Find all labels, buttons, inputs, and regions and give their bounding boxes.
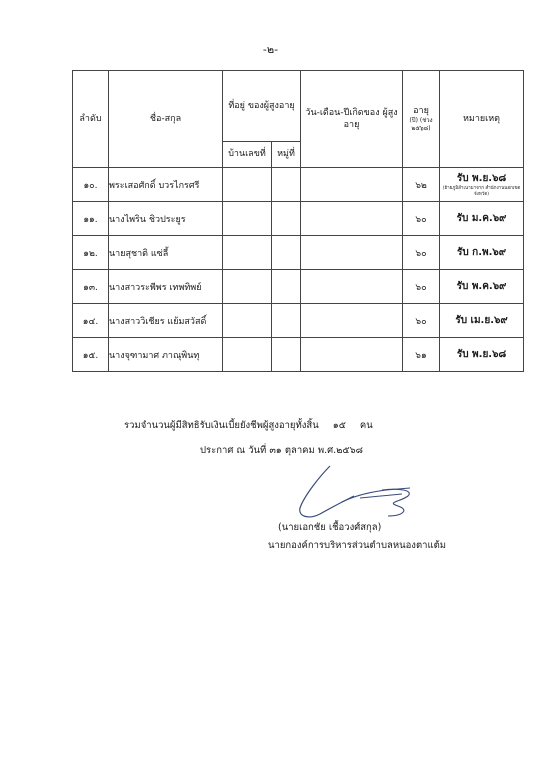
header-birthdate: วัน-เดือน-ปีเกิดของ ผู้สูงอายุ [301, 71, 403, 168]
cell-name: พระเสอศักดิ์ บวรไกรศรี [109, 168, 223, 202]
announcement-date: ประกาศ ณ วันที่ ๓๑ ตุลาคม พ.ศ.๒๕๖๘ [200, 445, 363, 456]
table-row [73, 270, 524, 304]
cell-note: รับ ก.พ.๖๙ [440, 236, 524, 270]
cell-name: นางไพริน ชิวประยูร [109, 202, 223, 236]
signer-name: (นายเอกชัย เชื้อวงศ์สกุล) [278, 522, 382, 533]
header-age-sub: (ปี) (ช่วง ๒๕๖๘) [409, 117, 433, 133]
signer-position: นายกองค์การบริหารส่วนตำบลหนองตาแต้ม [268, 540, 447, 551]
cell-note [440, 168, 524, 202]
cell-house-no [223, 304, 272, 338]
table-row [73, 202, 524, 236]
cell-house-no [223, 236, 272, 270]
summary-count: ๑๕ [332, 420, 346, 431]
note-subtext: (ย้ายภูมิลำเนามาจาก สำนักงานนอกเขตจังหวัด) [442, 186, 521, 197]
cell-no: ๑๒. [73, 236, 109, 270]
cell-age: ๖๐ [403, 304, 440, 338]
cell-birthdate [301, 168, 403, 202]
cell-age: ๖๐ [403, 270, 440, 304]
header-note: หมายเหตุ [440, 71, 524, 168]
cell-moo [272, 304, 301, 338]
cell-name: นางสาวระพีพร เทพทิพย์ [109, 270, 223, 304]
cell-house-no [223, 202, 272, 236]
cell-birthdate [301, 202, 403, 236]
cell-moo [272, 168, 301, 202]
cell-moo [272, 270, 301, 304]
cell-no: ๑๑. [73, 202, 109, 236]
cell-name: นางจุฑามาศ ภาณุพินทุ [109, 338, 223, 372]
cell-birthdate [301, 304, 403, 338]
header-name: ชื่อ-สกุล [109, 71, 223, 168]
cell-moo [272, 236, 301, 270]
table-row [73, 304, 524, 338]
header-age-label: อายุ [413, 106, 429, 117]
cell-note: รับ พ.ค.๖๙ [440, 270, 524, 304]
cell-birthdate [301, 338, 403, 372]
cell-age: ๖๒ [403, 168, 440, 202]
cell-moo [272, 202, 301, 236]
header-no: ลำดับ [73, 71, 109, 168]
cell-house-no [223, 338, 272, 372]
cell-birthdate [301, 270, 403, 304]
summary-line [124, 418, 373, 433]
cell-age: ๖๐ [403, 202, 440, 236]
elderly-allowance-table [72, 70, 524, 372]
cell-house-no [223, 270, 272, 304]
cell-age: ๖๑ [403, 338, 440, 372]
header-age [403, 71, 440, 168]
handwritten-signature [290, 462, 420, 524]
header-address: ที่อยู่ ของผู้สูงอายุ [223, 71, 301, 142]
cell-no: ๑๕. [73, 338, 109, 372]
cell-note: รับ เม.ย.๖๙ [440, 304, 524, 338]
cell-no: ๑๓. [73, 270, 109, 304]
cell-birthdate [301, 236, 403, 270]
header-moo: หมู่ที่ [272, 142, 301, 168]
cell-no: ๑๔. [73, 304, 109, 338]
cell-note: รับ พ.ย.๖๘ [440, 338, 524, 372]
page-number: -๒- [262, 43, 279, 56]
note-text: รับ พ.ย.๖๘ [456, 173, 507, 185]
table-row [73, 236, 524, 270]
table-row [73, 168, 524, 202]
cell-note: รับ ม.ค.๖๙ [440, 202, 524, 236]
header-house-no: บ้านเลขที่ [223, 142, 272, 168]
cell-name: นายสุชาติ แซ่ลี้ [109, 236, 223, 270]
table-row [73, 338, 524, 372]
cell-age: ๖๐ [403, 236, 440, 270]
cell-house-no [223, 168, 272, 202]
summary-unit: คน [359, 420, 373, 431]
cell-moo [272, 338, 301, 372]
cell-name: นางสาววิเชียร แย้มสวัสดิ์ [109, 304, 223, 338]
summary-label: รวมจำนวนผู้มีสิทธิรับเงินเบี้ยยังชีพผู้สูงอายุทั้งสิ้น [124, 420, 319, 431]
cell-no: ๑๐. [73, 168, 109, 202]
